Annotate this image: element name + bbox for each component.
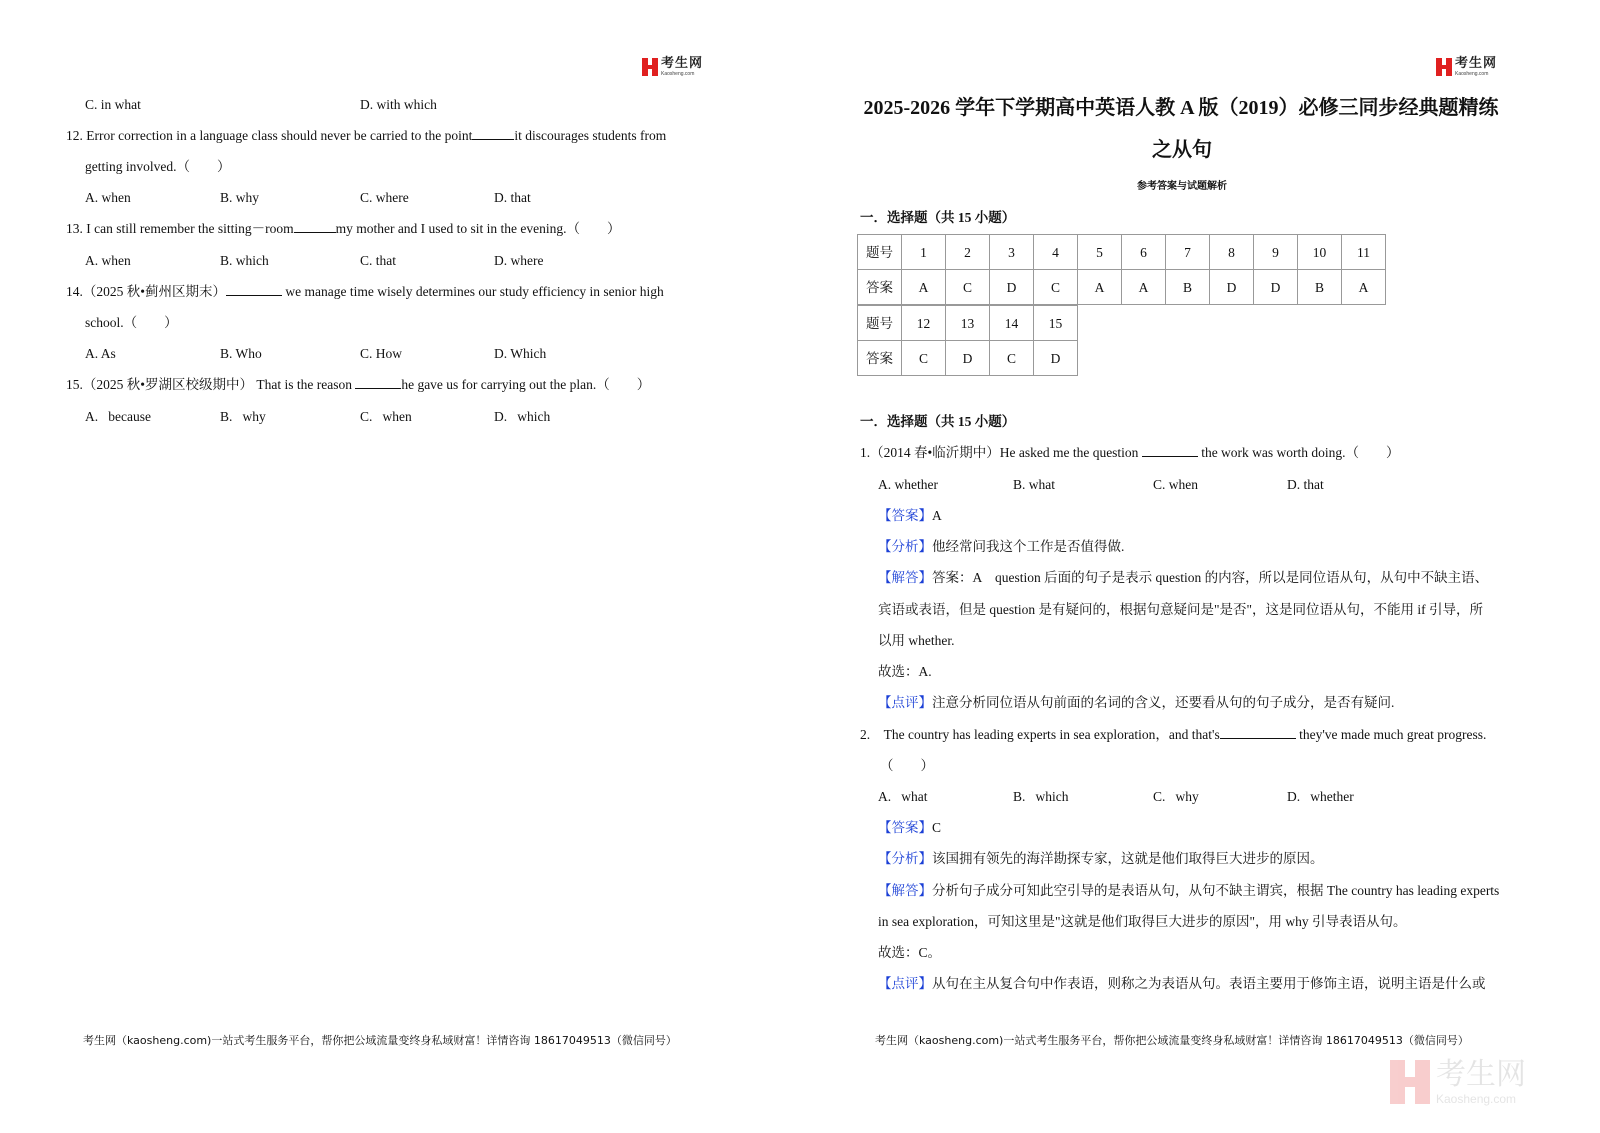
table-cell: 12 bbox=[902, 306, 946, 341]
a1-answer: 【答案】A bbox=[878, 508, 942, 523]
a2-option-a: A. what bbox=[878, 789, 928, 804]
table-cell: 4 bbox=[1034, 235, 1078, 270]
table-cell: 10 bbox=[1298, 235, 1342, 270]
table-cell: 13 bbox=[946, 306, 990, 341]
answer-table bbox=[857, 234, 1386, 305]
table-cell: C bbox=[990, 341, 1034, 376]
q15-option-d[interactable]: D. which bbox=[494, 409, 551, 424]
a2-option-b: B. which bbox=[1013, 789, 1069, 804]
a1-solution-l2: 宾语或表语，但是 question 是有疑问的，根据句意疑问是"是否"，这是同位语从句，不能用 if 引导，所 bbox=[878, 602, 1484, 617]
q15-option-b[interactable]: B. why bbox=[220, 409, 266, 424]
logo-text: 考生网 bbox=[661, 56, 704, 71]
section-heading-2: 一．选择题（共 15 小题） bbox=[860, 414, 1016, 429]
q12-option-a[interactable]: A. when bbox=[85, 190, 131, 205]
watermark-subtext: Kaosheng.com bbox=[1436, 1092, 1517, 1106]
table-row bbox=[858, 270, 1386, 305]
a1-choose: 故选：A. bbox=[878, 664, 932, 679]
table-cell: C bbox=[1034, 270, 1078, 305]
a2-comment: 【点评】从句在主从复合句中作表语，则称之为表语从句。表语主要用于修饰主语，说明主语是什么或 bbox=[878, 976, 1486, 991]
table-cell: 5 bbox=[1078, 235, 1122, 270]
logo-subtext: Kaosheng.com bbox=[1455, 71, 1489, 77]
table-cell: 6 bbox=[1122, 235, 1166, 270]
watermark-text: 考生网 bbox=[1436, 1057, 1526, 1092]
question-12: 12. Error correction in a language class should never be carried to the point it discourages students from bbox=[66, 128, 667, 143]
table-cell: C bbox=[946, 270, 990, 305]
table-cell: D bbox=[1034, 341, 1078, 376]
q12-option-d[interactable]: D. that bbox=[494, 190, 531, 205]
q14-option-a[interactable]: A. As bbox=[85, 346, 116, 361]
table-cell: A bbox=[1122, 270, 1166, 305]
logo-subtext: Kaosheng.com bbox=[661, 71, 695, 77]
table-cell: D bbox=[946, 341, 990, 376]
table-row bbox=[858, 235, 1386, 270]
table-cell: C bbox=[902, 341, 946, 376]
table-row-label: 题号 bbox=[858, 306, 902, 341]
watermark bbox=[1390, 1058, 1526, 1106]
table-cell: D bbox=[1254, 270, 1298, 305]
table-cell: 1 bbox=[902, 235, 946, 270]
a2-option-c: C. why bbox=[1153, 789, 1199, 804]
watermark-logo-icon bbox=[1390, 1060, 1430, 1104]
table-row-label: 答案 bbox=[858, 270, 902, 305]
table-cell: B bbox=[1298, 270, 1342, 305]
table-cell: A bbox=[1342, 270, 1386, 305]
question-15: 15.（2025 秋•罗湖区校级期中） That is the reason he gave us for carrying out the plan.（ ） bbox=[66, 377, 651, 392]
table-row bbox=[858, 306, 1078, 341]
logo-mark-icon bbox=[1436, 58, 1452, 76]
table-cell: 14 bbox=[990, 306, 1034, 341]
table-row-label: 题号 bbox=[858, 235, 902, 270]
table-cell: A bbox=[1078, 270, 1122, 305]
table-cell: 7 bbox=[1166, 235, 1210, 270]
table-row bbox=[858, 341, 1078, 376]
a2-option-d: D. whether bbox=[1287, 789, 1354, 804]
q12-option-c[interactable]: C. where bbox=[360, 190, 409, 205]
right-page bbox=[800, 0, 1600, 1133]
a1-solution-l3: 以用 whether. bbox=[878, 633, 955, 648]
q13-option-d[interactable]: D. where bbox=[494, 253, 544, 268]
q15-option-c[interactable]: C. when bbox=[360, 409, 412, 424]
q13-option-a[interactable]: A. when bbox=[85, 253, 131, 268]
question-14-cont: school.（ ） bbox=[85, 315, 178, 330]
page-footer: 考生网（kaosheng.com)一站式考生服务平台，帮你把公域流量变终身私域财富！详情咨询 18617049513（微信同号） bbox=[875, 1034, 1469, 1047]
q13-option-b[interactable]: B. which bbox=[220, 253, 269, 268]
a2-answer: 【答案】C bbox=[878, 820, 942, 835]
answer-question-1: 1.（2014 春•临沂期中）He asked me the question the work was worth doing.（ ） bbox=[860, 445, 1400, 460]
question-14: 14.（2025 秋•蓟州区期末） we manage time wisely determines our study efficiency in senior high bbox=[66, 284, 664, 299]
q14-option-c[interactable]: C. How bbox=[360, 346, 403, 361]
table-cell: B bbox=[1166, 270, 1210, 305]
table-cell: D bbox=[990, 270, 1034, 305]
answer-table-2 bbox=[857, 305, 1078, 376]
page-footer: 考生网（kaosheng.com)一站式考生服务平台，帮你把公域流量变终身私域财富！详情咨询 18617049513（微信同号） bbox=[83, 1034, 677, 1047]
table-cell: 15 bbox=[1034, 306, 1078, 341]
q14-option-b[interactable]: B. Who bbox=[220, 346, 262, 361]
a1-option-d: D. that bbox=[1287, 477, 1324, 492]
a1-comment: 【点评】注意分析同位语从句前面的名词的含义，还要看从句的句子成分，是否有疑问. bbox=[878, 695, 1395, 710]
a2-choose: 故选：C。 bbox=[878, 945, 942, 960]
brand-logo bbox=[1436, 56, 1497, 78]
q14-option-d[interactable]: D. Which bbox=[494, 346, 547, 361]
document-subtitle: 参考答案与试题解析 bbox=[1137, 181, 1227, 192]
table-cell: 2 bbox=[946, 235, 990, 270]
a1-option-a: A. whether bbox=[878, 477, 938, 492]
logo-mark-icon bbox=[642, 58, 658, 76]
table-cell: 8 bbox=[1210, 235, 1254, 270]
a1-option-b: B. what bbox=[1013, 477, 1056, 492]
a1-option-c: C. when bbox=[1153, 477, 1199, 492]
a2-solution: 【解答】分析句子成分可知此空引导的是表语从句，从句不缺主谓宾，根据 The country has leading experts bbox=[878, 883, 1500, 898]
a1-solution: 【解答】答案：A question 后面的句子是表示 question 的内容，所以是同位语从句，从句中不缺主语、 bbox=[878, 570, 1489, 585]
answer-question-2-cont: （ ） bbox=[880, 758, 934, 773]
table-cell: 9 bbox=[1254, 235, 1298, 270]
brand-logo bbox=[642, 56, 703, 78]
q15-option-a[interactable]: A. because bbox=[85, 409, 151, 424]
table-row-label: 答案 bbox=[858, 341, 902, 376]
section-heading: 一．选择题（共 15 小题） bbox=[860, 210, 1016, 225]
q13-option-c[interactable]: C. that bbox=[360, 253, 397, 268]
q11-option-d: D. with which bbox=[360, 97, 437, 112]
table-cell: 11 bbox=[1342, 235, 1386, 270]
question-12-cont: getting involved.（ ） bbox=[85, 159, 231, 174]
answer-question-2: 2. The country has leading experts in sea exploration，and that's they've made much great progress. bbox=[860, 727, 1487, 742]
logo-text: 考生网 bbox=[1455, 56, 1498, 71]
document-title: 2025-2026 学年下学期高中英语人教 A 版（2019）必修三同步经典题精练 bbox=[863, 97, 1499, 119]
document-title-line2: 之从句 bbox=[1152, 139, 1212, 161]
a2-solution-l2: in sea exploration，可知这里是"这就是他们取得巨大进步的原因"，用 why 引导表语从句。 bbox=[878, 914, 1407, 929]
table-cell: A bbox=[902, 270, 946, 305]
q12-option-b[interactable]: B. why bbox=[220, 190, 260, 205]
q11-option-c: C. in what bbox=[85, 97, 141, 112]
question-13: 13. I can still remember the sitting－room my mother and I used to sit in the evening.（ ） bbox=[66, 221, 621, 236]
a2-analysis: 【分析】该国拥有领先的海洋勘探专家，这就是他们取得巨大进步的原因。 bbox=[878, 851, 1324, 866]
table-cell: 3 bbox=[990, 235, 1034, 270]
a1-analysis: 【分析】他经常问我这个工作是否值得做. bbox=[878, 539, 1125, 554]
table-cell: D bbox=[1210, 270, 1254, 305]
